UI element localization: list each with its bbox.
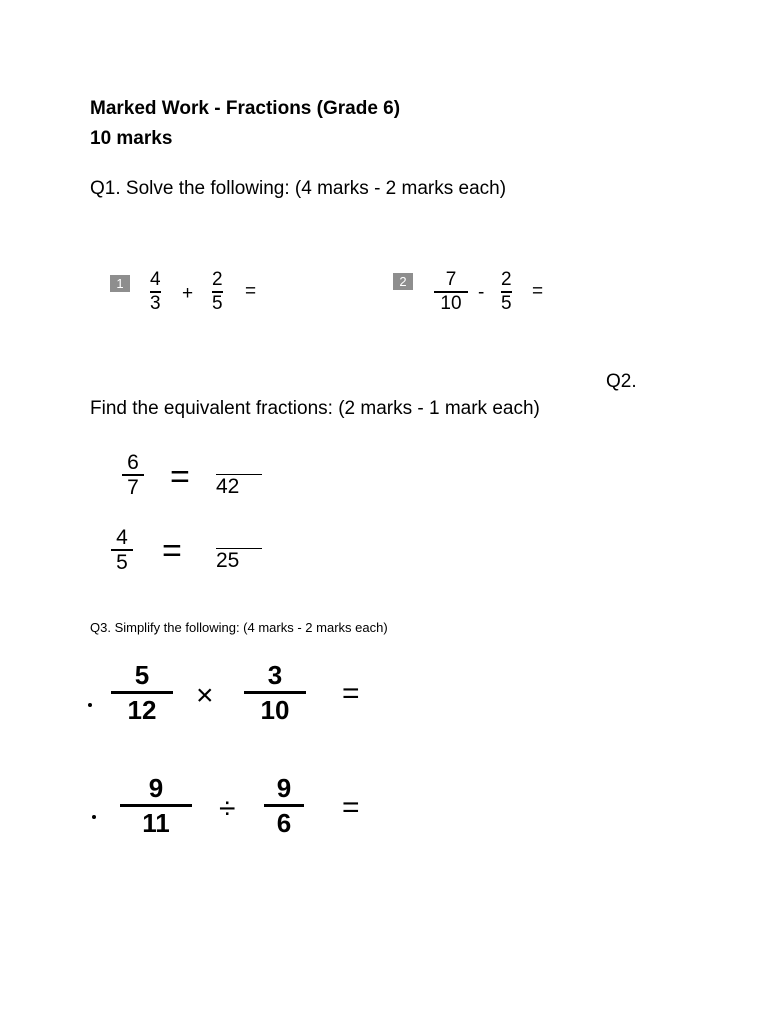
q3-1-equals: =: [342, 677, 360, 710]
denominator: 11: [142, 807, 170, 838]
q1-badge-1: 1: [110, 275, 130, 292]
q3-1-operator: ×: [196, 679, 214, 712]
q3-1-fraction-b: [244, 661, 306, 724]
denominator: 10: [440, 292, 462, 314]
numerator: 4: [150, 269, 161, 290]
q3-2-fraction-a: [120, 774, 192, 837]
denominator: 6: [276, 807, 292, 838]
numerator: 5: [134, 660, 150, 690]
bullet-dot: [88, 703, 92, 707]
fraction-bar: [264, 804, 304, 807]
denominator: 5: [501, 292, 512, 314]
denominator: 12: [127, 694, 157, 725]
total-marks: 10 marks: [90, 128, 173, 149]
worksheet-title: Marked Work - Fractions (Grade 6): [90, 98, 401, 119]
denominator: 7: [127, 476, 139, 499]
q1-1-equals: =: [245, 281, 257, 302]
q2-2-fraction: [111, 527, 133, 573]
q1-1-fraction-a: [150, 270, 161, 314]
q3-1-fraction-a: [111, 661, 173, 724]
numerator: 9: [148, 773, 164, 803]
q1-2-equals: =: [532, 281, 544, 302]
q3-prompt: Q3. Simplify the following: (4 marks - 2 marks each): [90, 620, 388, 635]
q1-1-operator: +: [182, 283, 194, 304]
q1-1-fraction-b: [212, 270, 223, 314]
target-denominator: 42: [216, 475, 240, 498]
q2-1-equals: =: [170, 458, 190, 496]
denominator: 10: [260, 694, 290, 725]
target-denominator: 25: [216, 549, 240, 572]
q2-1-fraction: [122, 452, 144, 498]
denominator: 5: [212, 292, 223, 314]
fraction-bar: [244, 691, 306, 694]
q1-2-fraction-b: [501, 270, 512, 314]
denominator: 3: [150, 292, 161, 314]
q1-2-operator: -: [478, 282, 485, 303]
denominator: 5: [116, 551, 128, 574]
numerator: 6: [127, 451, 139, 474]
q3-2-fraction-b: [264, 774, 304, 837]
q2-number: Q2.: [606, 371, 637, 392]
q3-2-operator: ÷: [219, 792, 236, 825]
q1-2-fraction-a: [434, 270, 468, 314]
q2-prompt: Find the equivalent fractions: (2 marks - 1 mark each): [90, 398, 540, 419]
numerator: 3: [267, 660, 283, 690]
numerator: 2: [212, 269, 223, 290]
numerator: 9: [276, 773, 292, 803]
numerator: 2: [501, 269, 512, 290]
q2-1-answer-blank[interactable]: [216, 474, 262, 499]
q2-2-answer-blank[interactable]: [216, 548, 262, 573]
numerator: 7: [445, 269, 457, 290]
bullet-dot: [92, 815, 96, 819]
q3-2-equals: =: [342, 791, 360, 824]
q1-badge-2: 2: [393, 273, 413, 290]
q2-2-equals: =: [162, 532, 182, 570]
fraction-bar: [120, 804, 192, 807]
numerator: 4: [116, 526, 128, 549]
fraction-bar: [111, 691, 173, 694]
q1-prompt: Q1. Solve the following: (4 marks - 2 marks each): [90, 178, 507, 199]
page-title: [90, 94, 400, 154]
